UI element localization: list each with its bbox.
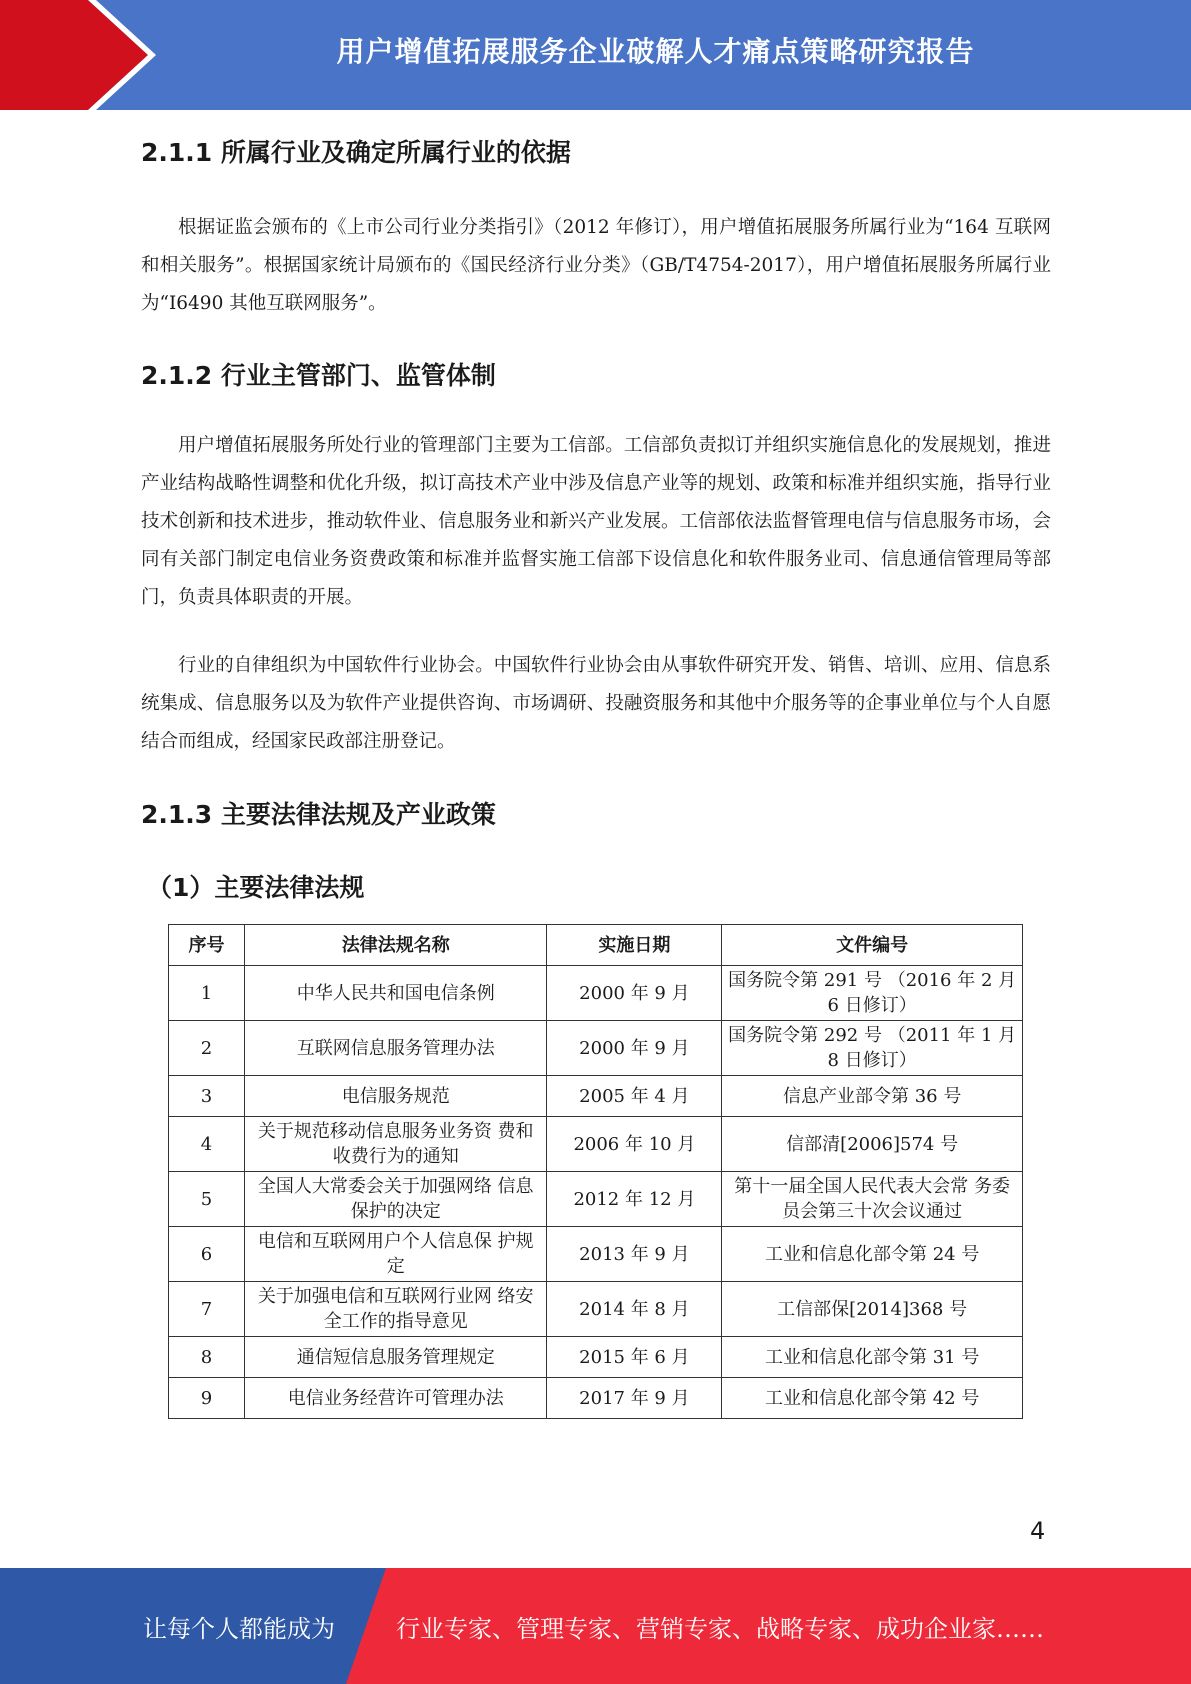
- table-cell: 国务院令第 291 号 （2016 年 2 月 6 日修订）: [722, 966, 1023, 1021]
- table-cell: 2017 年 9 月: [547, 1378, 722, 1419]
- table-cell: 关于加强电信和互联网行业网 络安全工作的指导意见: [244, 1282, 547, 1337]
- table-header-row: [169, 925, 1023, 966]
- paragraph: 行业的自律组织为中国软件行业协会。中国软件行业协会由从事软件研究开发、销售、培训、应用、信息系统集成、信息服务以及为软件产业提供咨询、市场调研、投融资服务和其他中介服务等的企事业单位与个人自愿结合而组成，经国家民政部注册登记。: [141, 655, 1051, 752]
- table-cell: 互联网信息服务管理办法: [244, 1021, 547, 1076]
- table-row: [169, 1378, 1023, 1419]
- table-cell: 关于规范移动信息服务业务资 费和收费行为的通知: [244, 1117, 547, 1172]
- subsection-heading: （1）主要法律法规: [147, 873, 365, 902]
- table-cell: 2015 年 6 月: [547, 1337, 722, 1378]
- table-cell: 1: [169, 966, 245, 1021]
- table-cell: 信息产业部令第 36 号: [722, 1076, 1023, 1117]
- table-row: [169, 966, 1023, 1021]
- table-cell: 全国人大常委会关于加强网络 信息保护的决定: [244, 1172, 547, 1227]
- table-row: [169, 1227, 1023, 1282]
- table-cell: 工业和信息化部令第 31 号: [722, 1337, 1023, 1378]
- table-cell: 电信服务规范: [244, 1076, 547, 1117]
- table-cell: 2013 年 9 月: [547, 1227, 722, 1282]
- table-cell: 2014 年 8 月: [547, 1282, 722, 1337]
- footer-slogan-right: 行业专家、管理专家、营销专家、战略专家、成功企业家……: [396, 1614, 1044, 1643]
- table-cell: 4: [169, 1117, 245, 1172]
- table-cell: 国务院令第 292 号 （2011 年 1 月 8 日修订）: [722, 1021, 1023, 1076]
- table-cell: 2: [169, 1021, 245, 1076]
- table-cell: 2012 年 12 月: [547, 1172, 722, 1227]
- table-cell: 5: [169, 1172, 245, 1227]
- table-cell: 工业和信息化部令第 24 号: [722, 1227, 1023, 1282]
- table-row: [169, 1117, 1023, 1172]
- column-header: 文件编号: [722, 925, 1023, 966]
- column-header: 实施日期: [547, 925, 722, 966]
- table-cell: 第十一届全国人民代表大会常 务委员会第三十次会议通过: [722, 1172, 1023, 1227]
- table-cell: 2000 年 9 月: [547, 1021, 722, 1076]
- table-row: [169, 1076, 1023, 1117]
- table-cell: 工信部保[2014]368 号: [722, 1282, 1023, 1337]
- table-cell: 2000 年 9 月: [547, 966, 722, 1021]
- table-cell: 信部清[2006]574 号: [722, 1117, 1023, 1172]
- page-header: [0, 0, 1191, 110]
- table-row: [169, 1337, 1023, 1378]
- table-cell: 3: [169, 1076, 245, 1117]
- document-body: [141, 130, 1051, 904]
- column-header: 序号: [169, 925, 245, 966]
- table-cell: 电信和互联网用户个人信息保 护规定: [244, 1227, 547, 1282]
- table-row: [169, 1282, 1023, 1337]
- section-heading-2-1-2: 2.1.2 行业主管部门、监管体制: [141, 361, 496, 390]
- section-heading-2-1-3: 2.1.3 主要法律法规及产业政策: [141, 800, 496, 829]
- footer-slogan-left: 让每个人都能成为: [143, 1614, 335, 1643]
- section-heading-2-1-1: 2.1.1 所属行业及确定所属行业的依据: [141, 138, 571, 167]
- table-cell: 工业和信息化部令第 42 号: [722, 1378, 1023, 1419]
- laws-table: [168, 924, 1023, 1419]
- table-row: [169, 1021, 1023, 1076]
- page-footer: [0, 1568, 1191, 1684]
- table-cell: 通信短信息服务管理规定: [244, 1337, 547, 1378]
- column-header: 法律法规名称: [244, 925, 547, 966]
- header-title: 用户增值拓展服务企业破解人才痛点策略研究报告: [336, 35, 975, 68]
- table-cell: 6: [169, 1227, 245, 1282]
- table-cell: 9: [169, 1378, 245, 1419]
- paragraph: 用户增值拓展服务所处行业的管理部门主要为工信部。工信部负责拟订并组织实施信息化的发展规划，推进产业结构战略性调整和优化升级，拟订高技术产业中涉及信息产业等的规划、政策和标准并组织实施，指导行业技术创新和技术进步，推动软件业、信息服务业和新兴产业发展。工信部依法监督管理电信与信息服务市场，会同有关部门制定电信业务资费政策和标准并监督实施工信部下设信息化和软件服务业司、信息通信管理局等部门，负责具体职责的开展。: [141, 435, 1051, 608]
- paragraph: 根据证监会颁布的《上市公司行业分类指引》（2012 年修订），用户增值拓展服务所属行业为“164 互联网和相关服务”。根据国家统计局颁布的《国民经济行业分类》（GB/T4754-2017），用户增值拓展服务所属行业为“I6490 其他互联网服务”。: [141, 217, 1051, 314]
- table-cell: 中华人民共和国电信条例: [244, 966, 547, 1021]
- table-cell: 7: [169, 1282, 245, 1337]
- page-number: 4: [1030, 1517, 1046, 1545]
- table-cell: 电信业务经营许可管理办法: [244, 1378, 547, 1419]
- table-row: [169, 1172, 1023, 1227]
- table-cell: 8: [169, 1337, 245, 1378]
- table-cell: 2005 年 4 月: [547, 1076, 722, 1117]
- table-cell: 2006 年 10 月: [547, 1117, 722, 1172]
